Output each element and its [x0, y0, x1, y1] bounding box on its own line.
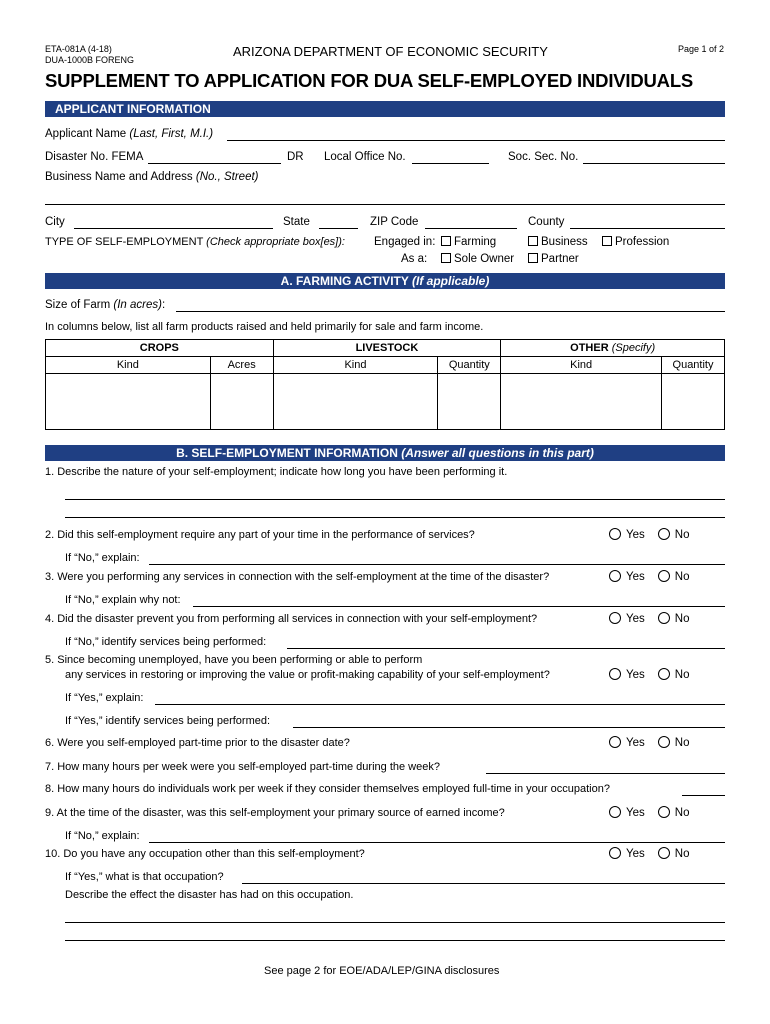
q5-no-option[interactable]: No [658, 669, 690, 681]
local-office-field[interactable] [412, 163, 489, 164]
county-label: County [528, 216, 565, 228]
profession-checkbox[interactable] [602, 236, 612, 246]
crops-acres-header: Acres [210, 357, 273, 374]
farming-option[interactable]: Farming [441, 236, 496, 248]
question-2: 2. Did this self-employment require any part of your time in the performance of services? [45, 529, 475, 541]
crops-header: CROPS [46, 340, 274, 357]
q3-yes-option[interactable]: Yes [609, 571, 645, 583]
question-5-line-2: any services in restoring or improving the value or profit-making capability of your self-employment? [65, 669, 550, 681]
q6-no-radio[interactable] [658, 736, 670, 748]
q5-services-field[interactable] [293, 727, 725, 728]
state-field[interactable] [319, 228, 358, 229]
livestock-kind-cell[interactable] [273, 374, 438, 430]
q10-no-radio[interactable] [658, 847, 670, 859]
engaged-in-label: Engaged in: [374, 236, 436, 248]
q5-yes-option[interactable]: Yes [609, 669, 645, 681]
q3-no-radio[interactable] [658, 570, 670, 582]
business-address-field[interactable] [45, 204, 725, 205]
question-6: 6. Were you self-employed part-time prior to the disaster date? [45, 737, 350, 749]
q2-yes-option[interactable]: Yes [609, 529, 645, 541]
applicant-name-field[interactable] [227, 140, 725, 141]
question-10: 10. Do you have any occupation other than this self-employment? [45, 848, 365, 860]
q5-yes-radio[interactable] [609, 668, 621, 680]
q2-no-option[interactable]: No [658, 529, 690, 541]
other-kind-cell[interactable] [501, 374, 662, 430]
q9-yes-option[interactable]: Yes [609, 807, 645, 819]
agency-name: ARIZONA DEPARTMENT OF ECONOMIC SECURITY [233, 44, 548, 59]
q9-yes-radio[interactable] [609, 806, 621, 818]
q9-follow-label: If “No,” explain: [65, 830, 140, 842]
applicant-section-header [45, 101, 725, 117]
farm-products-instruction: In columns below, list all farm products raised and held primarily for sale and farm income. [45, 321, 484, 333]
livestock-header: LIVESTOCK [273, 340, 501, 357]
q2-explain-field[interactable] [149, 564, 725, 565]
q10-yes-no [609, 847, 689, 860]
q4-no-option[interactable]: No [658, 613, 690, 625]
q4-follow-label: If “No,” identify services being performed: [65, 636, 267, 648]
local-office-label: Local Office No. [324, 151, 406, 163]
question-3: 3. Were you performing any services in connection with the self-employment at the time of the disaster? [45, 571, 550, 583]
q1-answer-line-2[interactable] [65, 517, 725, 518]
q4-yes-option[interactable]: Yes [609, 613, 645, 625]
sole-owner-checkbox[interactable] [441, 253, 451, 263]
ssn-label: Soc. Sec. No. [508, 151, 579, 163]
other-kind-header: Kind [501, 357, 662, 374]
farm-products-table [45, 339, 725, 430]
q10-effect-line-2[interactable] [65, 940, 725, 941]
question-9: 9. At the time of the disaster, was this self-employment your primary source of earned income? [45, 807, 505, 819]
livestock-quantity-cell[interactable] [438, 374, 501, 430]
page-number: Page 1 of 2 [678, 44, 725, 54]
q3-follow-label: If “No,” explain why not: [65, 594, 181, 606]
table-header-row [46, 340, 725, 357]
farm-size-field[interactable] [176, 311, 725, 312]
q9-explain-field[interactable] [149, 842, 725, 843]
q2-yes-radio[interactable] [609, 528, 621, 540]
applicant-name-label: Applicant Name (Last, First, M.I.) [45, 128, 214, 140]
question-7: 7. How many hours per week were you self-employed part-time during the week? [45, 761, 440, 773]
livestock-quantity-header: Quantity [438, 357, 501, 374]
q3-yes-radio[interactable] [609, 570, 621, 582]
city-field[interactable] [74, 228, 273, 229]
q8-hours-field[interactable] [682, 795, 725, 796]
as-a-label: As a: [401, 253, 428, 265]
county-field[interactable] [570, 228, 725, 229]
q5-explain-field[interactable] [155, 704, 725, 705]
q10-follow-label: If “Yes,” what is that occupation? [65, 871, 224, 883]
farm-size-label: Size of Farm (In acres): [45, 299, 166, 311]
self-employment-section-header: B. SELF-EMPLOYMENT INFORMATION (Answer all questions in this part) [45, 445, 725, 461]
livestock-kind-header: Kind [273, 357, 438, 374]
q10-yes-option[interactable]: Yes [609, 848, 645, 860]
zip-label: ZIP Code [370, 216, 419, 228]
business-checkbox[interactable] [528, 236, 538, 246]
business-option[interactable]: Business [528, 236, 588, 248]
question-1: 1. Describe the nature of your self-employment; indicate how long you have been performing it. [45, 466, 508, 478]
q6-yes-radio[interactable] [609, 736, 621, 748]
question-5-line-1: 5. Since becoming unemployed, have you been performing or able to perform [45, 654, 423, 666]
q9-no-option[interactable]: No [658, 807, 690, 819]
sole-owner-option[interactable]: Sole Owner [441, 253, 514, 265]
crops-kind-header: Kind [46, 357, 211, 374]
q4-yes-no [609, 612, 689, 625]
partner-checkbox[interactable] [528, 253, 538, 263]
q6-yes-no [609, 736, 689, 749]
fema-number-field[interactable] [148, 163, 281, 164]
other-quantity-cell[interactable] [662, 374, 725, 430]
form-title: SUPPLEMENT TO APPLICATION FOR DUA SELF-EMPLOYED INDIVIDUALS [45, 70, 694, 91]
crops-acres-cell[interactable] [210, 374, 273, 430]
q4-no-radio[interactable] [658, 612, 670, 624]
table-row [46, 374, 725, 430]
q5-no-radio[interactable] [658, 668, 670, 680]
q2-no-radio[interactable] [658, 528, 670, 540]
q9-yes-no [609, 806, 689, 819]
q10-follow-label-2: Describe the effect the disaster has had on this occupation. [65, 889, 354, 901]
q5-follow-label-2: If “Yes,” identify services being performed: [65, 715, 271, 727]
footer-note: See page 2 for EOE/ADA/LEP/GINA disclosures [264, 965, 500, 977]
business-address-label: Business Name and Address (No., Street) [45, 171, 259, 183]
q1-answer-line-1[interactable] [65, 499, 725, 500]
partner-option[interactable]: Partner [528, 253, 579, 265]
q3-explain-field[interactable] [193, 606, 725, 607]
q10-no-option[interactable]: No [658, 848, 690, 860]
q6-no-option[interactable]: No [658, 737, 690, 749]
q10-effect-line-1[interactable] [65, 922, 725, 923]
dr-label: DR [287, 151, 304, 163]
other-quantity-header: Quantity [662, 357, 725, 374]
q5-follow-label-1: If “Yes,” explain: [65, 692, 144, 704]
other-header: OTHER (Specify) [501, 340, 725, 357]
q4-yes-radio[interactable] [609, 612, 621, 624]
q5-yes-no [609, 668, 689, 681]
q10-occupation-field[interactable] [242, 883, 725, 884]
q9-no-radio[interactable] [658, 806, 670, 818]
question-8: 8. How many hours do individuals work per week if they consider themselves employed full-time in your occupation? [45, 783, 610, 795]
disaster-label: Disaster No. FEMA [45, 151, 144, 163]
state-label: State [283, 216, 310, 228]
form-code-1: ETA-081A (4-18) [45, 44, 112, 54]
zip-field[interactable] [425, 228, 517, 229]
q6-yes-option[interactable]: Yes [609, 737, 645, 749]
q3-yes-no [609, 570, 689, 583]
city-label: City [45, 216, 65, 228]
employment-type-label: TYPE OF SELF-EMPLOYMENT (Check appropriate box[es]): [45, 236, 345, 248]
crops-kind-cell[interactable] [46, 374, 211, 430]
q10-yes-radio[interactable] [609, 847, 621, 859]
form-code-2: DUA-1000B FORENG [45, 55, 135, 65]
question-4: 4. Did the disaster prevent you from performing all services in connection with your self-employment? [45, 613, 538, 625]
farming-checkbox[interactable] [441, 236, 451, 246]
table-subheader-row [46, 357, 725, 374]
q7-hours-field[interactable] [486, 773, 725, 774]
profession-option[interactable]: Profession [602, 236, 669, 248]
q2-follow-label: If “No,” explain: [65, 552, 140, 564]
q3-no-option[interactable]: No [658, 571, 690, 583]
applicant-section-title: APPLICANT INFORMATION [55, 102, 211, 116]
q2-yes-no [609, 528, 689, 541]
q4-services-field[interactable] [287, 648, 725, 649]
farming-section-header: A. FARMING ACTIVITY (If applicable) [45, 273, 725, 289]
ssn-field[interactable] [583, 163, 725, 164]
